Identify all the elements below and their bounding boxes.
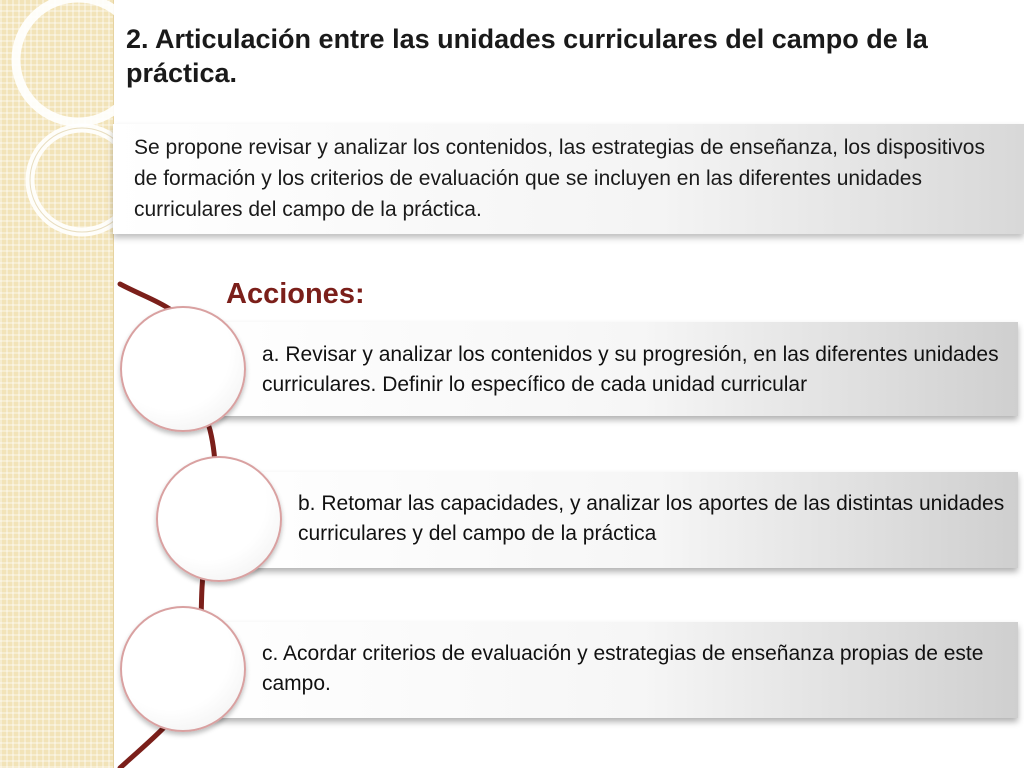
action-circle xyxy=(156,456,282,582)
intro-text: Se propone revisar y analizar los contenidos, las estrategias de enseñanza, los dispositivos de formación y los criterios de evaluación que se incluyen en las diferentes unidades curriculares del campo de la práctica. xyxy=(134,136,985,221)
action-text: a. Revisar y analizar los contenidos y su progresión, en las diferentes unidades curriculares. Definir lo específico de cada unidad curricular xyxy=(262,343,999,396)
action-text: b. Retomar las capacidades, y analizar los aportes de las distintas unidades curriculares y del campo de la práctica xyxy=(298,492,1005,545)
action-circle xyxy=(120,606,246,732)
action-text: c. Acordar criterios de evaluación y estrategias de enseñanza propias de este campo. xyxy=(262,642,984,695)
action-circle xyxy=(120,306,246,432)
actions-heading: Acciones: xyxy=(226,278,365,310)
slide-title: 2. Articulación entre las unidades curriculares del campo de la práctica. xyxy=(126,24,928,88)
